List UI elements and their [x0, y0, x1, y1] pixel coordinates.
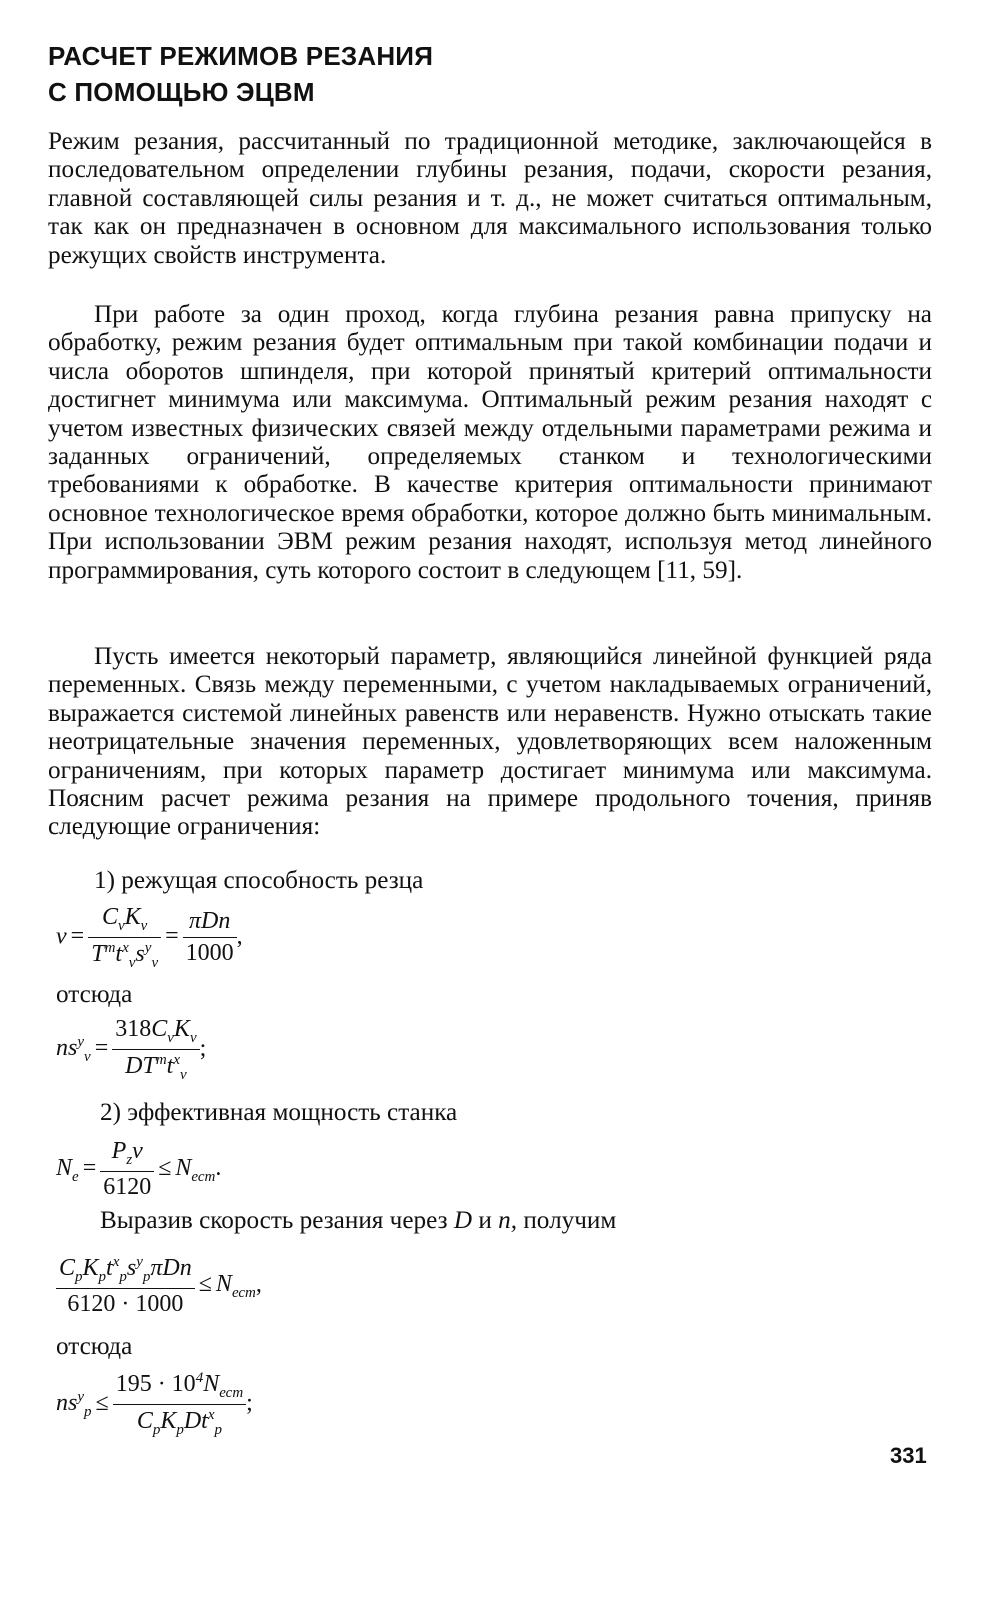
section-title-line-1: РАСЧЕТ РЕЖИМОВ РЕЗАНИЯ — [48, 41, 434, 71]
express-prefix: Выразив скорость резания через — [100, 1207, 448, 1234]
section-title-line-2: С ПОМОЩЬЮ ЭЦВМ — [48, 77, 315, 107]
variable-n: n, — [498, 1207, 518, 1234]
formula-effective-power: $N_e$ = $\frac{P_zv}{6120}$ ≤ $N_{ест}$. — [56, 1138, 222, 1200]
hence-label-2: отсюда — [56, 1333, 133, 1360]
constraint-1-label: 1) режущая способность резца — [94, 867, 424, 894]
formula-cutting-speed: v = $\frac{C_vK_v}{T^mt^x_vs^y_v}$ = $\frac{\text{πDn}}{1000}$ , — [56, 904, 243, 971]
variable-D: D — [453, 1207, 473, 1234]
constraint-2-label: 2) эффективная мощность станка — [100, 1099, 458, 1126]
express-suffix: получим — [523, 1207, 617, 1234]
section-title — [48, 38, 748, 110]
formula-n-s-yp: $ns^y_p$ ≤ $\frac{195 \cdot 10^4N_{ест}}{C_pK_pDt^x_p}$ ; — [56, 1370, 253, 1438]
hence-label-1: отсюда — [56, 981, 133, 1008]
formula-n-s-yv: $ns^y_v$ = $\frac{318C_vK_v}{DT^mt^x_v}$ ; — [56, 1016, 207, 1083]
paragraph-3: Пусть имеется некоторый параметр, являющийся линейной функцией ряда переменных. Связь между переменными, с учетом накладываемых ограничений, выражается системой линейных равенств или неравенств. Нужно отыскать такие неотрицательные значения переменных, удовлетворяющих всем наложенным ограничениям, при которых параметр достигает минимума или максимума. Поясним расчет режима резания на примере продольного точения, приняв следующие ограничения: — [48, 643, 932, 841]
paragraph-2: При работе за один проход, когда глубина резания равна припуску на обработку, режим резания будет оптимальным при такой комбинации подачи и числа оборотов шпинделя, при которой принятый критерий оптимальности достигнет минимума или максимума. Оптимальный режим резания находят с учетом известных физических связей между отдельными параметрами режима и заданных ограничений, определяемых станком и технологическими требованиями к обработке. В качестве критерия оптимальности принимают основное технологическое время обработки, которое должно быть минимальным. При использовании ЭВМ режим резания находят, используя метод линейного программирования, суть которого состоит в следующем [11, 59]. — [48, 301, 932, 584]
page-number: 331 — [890, 1443, 927, 1468]
express-and: и — [478, 1207, 492, 1234]
formula-power-expanded: $\frac{C_pK_pt^x_ps^y_p\pi Dn}{6120 \cdot 1000}$ ≤ $N_{ест}$, — [56, 1254, 262, 1318]
express-speed-line — [100, 1206, 616, 1236]
paragraph-1: Режим резания, рассчитанный по традиционной методике, заключающейся в последовательном определении глубины резания, подачи, скорости резания, главной составляющей силы резания и т. д., не может считаться оптимальным, так как он предназначен в основном для максимального использования только режущих свойств инструмента. — [48, 128, 932, 269]
